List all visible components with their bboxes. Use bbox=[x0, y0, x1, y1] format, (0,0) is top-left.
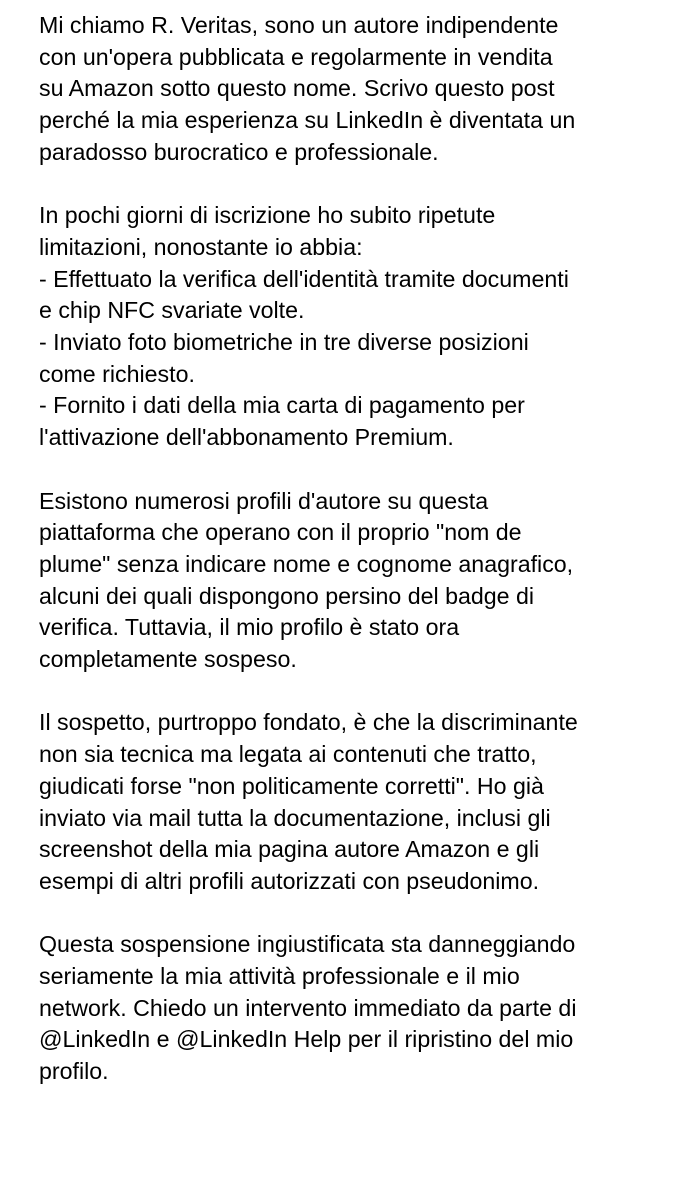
text-line: non sia tecnica ma legata ai contenuti che tratto, bbox=[39, 741, 537, 768]
text-line: verifica. Tuttavia, il mio profilo è stato ora bbox=[39, 614, 460, 641]
text-line: con un'opera pubblicata e regolarmente in vendita bbox=[39, 43, 553, 70]
text-line: Esistono numerosi profili d'autore su questa bbox=[39, 487, 489, 514]
paragraph-suspicion bbox=[39, 707, 659, 897]
text-line: giudicati forse "non politicamente corretti". Ho già bbox=[39, 772, 544, 799]
post-body bbox=[39, 10, 659, 1088]
text-line: come richiesto. bbox=[39, 360, 195, 387]
text-line: esempi di altri profili autorizzati con pseudonimo. bbox=[39, 867, 540, 894]
paragraph-verification-steps bbox=[39, 200, 659, 454]
text-line: network. Chiedo un intervento immediato da parte di bbox=[39, 994, 577, 1021]
text-line: piattaforma che operano con il proprio "nom de bbox=[39, 519, 522, 546]
text-line: paradosso burocratico e professionale. bbox=[39, 138, 439, 165]
text-line: su Amazon sotto questo nome. Scrivo questo post bbox=[39, 75, 555, 102]
paragraph-intro bbox=[39, 10, 659, 169]
text-line: e chip NFC svariate volte. bbox=[39, 297, 305, 324]
text-line: l'attivazione dell'abbonamento Premium. bbox=[39, 424, 454, 451]
list-item-identity-verification: - Effettuato la verifica dell'identità tramite documenti bbox=[39, 265, 569, 292]
list-item-payment-card: - Fornito i dati della mia carta di pagamento per bbox=[39, 392, 525, 419]
text-line: inviato via mail tutta la documentazione, inclusi gli bbox=[39, 804, 551, 831]
text-line: screenshot della mia pagina autore Amazon e gli bbox=[39, 836, 540, 863]
text-line: alcuni dei quali dispongono persino del badge di bbox=[39, 582, 535, 609]
paragraph-request bbox=[39, 929, 659, 1088]
text-line: Mi chiamo R. Veritas, sono un autore indipendente bbox=[39, 12, 559, 38]
text-line: profilo. bbox=[39, 1058, 109, 1085]
text-line: plume" senza indicare nome e cognome anagrafico, bbox=[39, 550, 574, 577]
text-line: @LinkedIn e @LinkedIn Help per il ripristino del mio bbox=[39, 1026, 574, 1053]
text-line: Il sospetto, purtroppo fondato, è che la discriminante bbox=[39, 709, 578, 736]
text-line: Questa sospensione ingiustificata sta danneggiando bbox=[39, 931, 576, 958]
text-line: limitazioni, nonostante io abbia: bbox=[39, 233, 363, 260]
text-line: In pochi giorni di iscrizione ho subito ripetute bbox=[39, 202, 496, 229]
list-item-biometric-photos: - Inviato foto biometriche in tre diverse posizioni bbox=[39, 329, 529, 356]
text-line: completamente sospeso. bbox=[39, 646, 297, 673]
text-line: perché la mia esperienza su LinkedIn è diventata un bbox=[39, 107, 576, 134]
text-line: seriamente la mia attività professionale e il mio bbox=[39, 963, 520, 990]
paragraph-pen-names bbox=[39, 486, 659, 676]
